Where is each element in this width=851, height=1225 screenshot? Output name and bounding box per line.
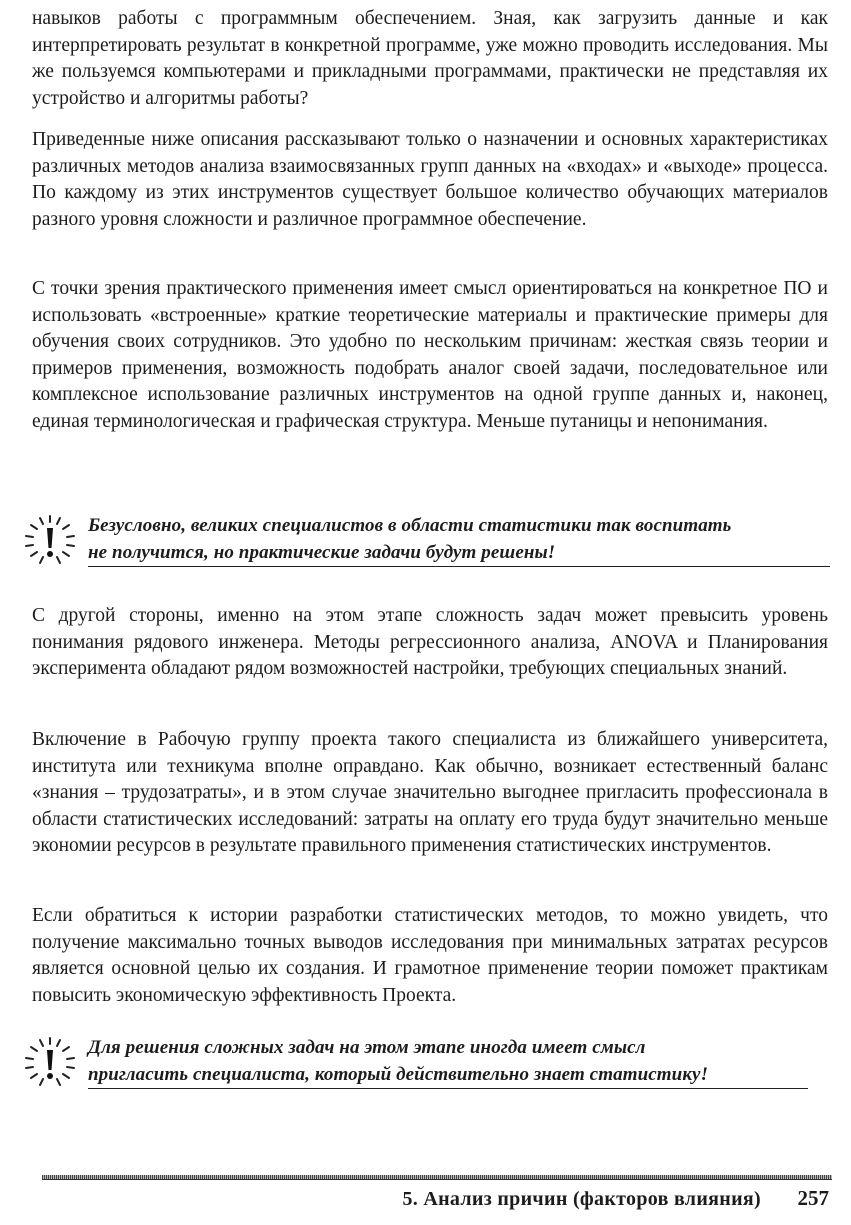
footer-rule [42, 1175, 832, 1179]
callout-line-2: не получится, но практические задачи будут решены! [88, 542, 556, 563]
page-number: 257 [797, 1186, 829, 1210]
exclamation-burst-icon [22, 1034, 78, 1090]
callout-text [88, 1034, 708, 1088]
paragraph-2: Приведенные ниже описания рассказывают только о назначении и основных характеристиках различных методов анализа взаимосвязанных групп данных на «входах» и «выходе» процесса. По каждому из этих инструментов существует большое количество обучающих материалов разного уровня сложности и различное программное обеспечение. [32, 129, 828, 230]
paragraph-5: Включение в Рабочую группу проекта такого специалиста из ближайшего университета, института или техникума вполне оправдано. Как обычно, возникает естественный баланс «знания – трудозатраты», и в этом случае значительно выгоднее пригласить профессионала в области статистических исследований: затраты на оплату его труда будут значительно меньше экономии ресурсов в результате правильного применения статистических инструментов. [32, 729, 828, 857]
paragraph-3: С точки зрения практического применения имеет смысл ориентироваться на конкретное ПО и использовать «встроенные» краткие теоретические материалы и практические примеры для обучения своих сотрудников. Это удобно по нескольким причинам: жесткая связь теории и примеров применения, возможность подобрать аналог своей задачи, последовательное или комплексное использование различных инструментов на одной группе данных и, наконец, единая терминологическая и графическая структура. Меньше путаницы и непонимания. [32, 278, 828, 432]
callout-line-1: Безусловно, великих специалистов в области статистики так воспитать [88, 515, 732, 536]
paragraph-4: С другой стороны, именно на этом этапе сложность задач может превысить уровень понимания рядового инженера. Методы регрессионного анализа, ANOVA и Планирования эксперимента обладают рядом возможностей настройки, требующих специальных знаний. [32, 605, 828, 680]
callout-line-2: пригласить специалиста, который действительно знает статистику! [88, 1064, 709, 1085]
callout-underline [88, 566, 830, 567]
exclamation-burst-icon [22, 512, 78, 568]
paragraph-1: навыков работы с программным обеспечением. Зная, как загрузить данные и как интерпретировать результат в конкретной программе, уже можно проводить исследования. Мы же пользуемся компьютерами и прикладными программами, практически не представляя их устройство и алгоритмы работы? [32, 8, 828, 109]
callout-underline [88, 1088, 808, 1089]
paragraph-6: Если обратиться к истории разработки статистических методов, то можно увидеть, что получение максимально точных выводов исследования при минимальных затратах ресурсов является основной целью их создания. И грамотное применение теории поможет практикам повысить экономическую эффективность Проекта. [32, 905, 828, 1006]
callout-text [88, 512, 731, 566]
callout-line-1: Для решения сложных задач на этом этапе иногда имеет смысл [88, 1037, 646, 1058]
running-head: 5. Анализ причин (факторов влияния) [402, 1188, 761, 1210]
